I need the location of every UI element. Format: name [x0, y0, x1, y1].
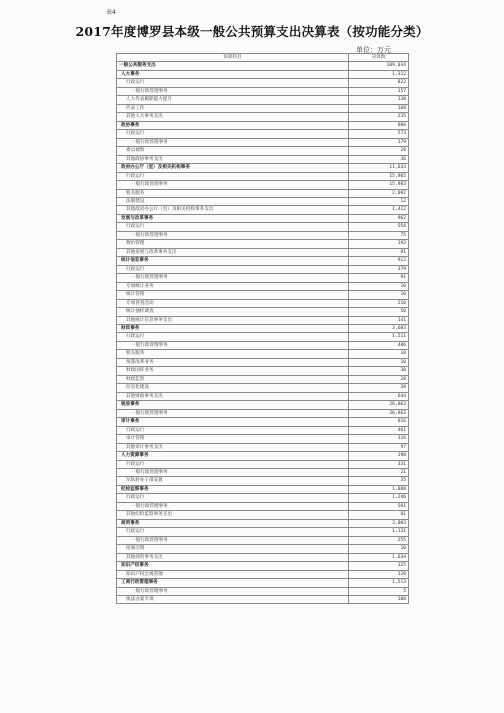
- row-subject: 其他统计信息事务支出: [117, 316, 349, 324]
- row-subject: 行政运行: [117, 172, 349, 180]
- table-row: [117, 418, 409, 426]
- row-subject: 人力资源事务: [117, 452, 349, 460]
- row-subject: 一般行政管理事务: [117, 341, 349, 349]
- row-subject: 委员视察: [117, 147, 349, 155]
- row-subject: 一般行政管理事务: [117, 138, 349, 146]
- row-subject: 一般行政管理事务: [117, 536, 349, 544]
- row-subject: 法制建设: [117, 197, 349, 205]
- row-subject: 其他政府办公厅（室）及相关机构事务支出: [117, 206, 349, 214]
- row-amount: 15,965: [349, 172, 409, 180]
- row-subject: 统计抽样调查: [117, 308, 349, 316]
- row-amount: 21: [349, 468, 409, 476]
- table-row: [117, 164, 409, 172]
- table-row: [117, 350, 409, 358]
- table-row: [117, 155, 409, 163]
- table-header-row: [117, 54, 409, 62]
- table-row: [117, 460, 409, 468]
- row-subject: 财政监察: [117, 375, 349, 383]
- table-row: [117, 181, 409, 189]
- row-amount: 81: [349, 511, 409, 519]
- table-row: [117, 587, 409, 595]
- row-amount: 255: [349, 536, 409, 544]
- row-amount: 26,863: [349, 401, 409, 409]
- table-row: [117, 477, 409, 485]
- row-amount: 28: [349, 147, 409, 155]
- table-row: [117, 248, 409, 256]
- row-amount: 331: [349, 460, 409, 468]
- row-subject: 税收事务: [117, 401, 349, 409]
- table-row: [117, 62, 409, 70]
- row-amount: 210: [349, 299, 409, 307]
- row-amount: 379: [349, 265, 409, 273]
- row-amount: 141: [349, 316, 409, 324]
- row-subject: 发展与改革事务: [117, 214, 349, 222]
- table-row: [117, 384, 409, 392]
- table-row: [117, 511, 409, 519]
- table-row: [117, 87, 409, 95]
- row-amount: 91: [349, 274, 409, 282]
- row-amount: 1,246: [349, 494, 409, 502]
- row-subject: 其他政协事务支出: [117, 155, 349, 163]
- row-subject: 代表工作: [117, 104, 349, 112]
- table-row: [117, 231, 409, 239]
- row-amount: 120: [349, 570, 409, 578]
- table-row: [117, 570, 409, 578]
- table-row: [117, 409, 409, 417]
- table-row: [117, 206, 409, 214]
- row-subject: 专项统计业务: [117, 282, 349, 290]
- row-amount: 486: [349, 341, 409, 349]
- row-amount: 644: [349, 392, 409, 400]
- row-subject: 审计管理: [117, 435, 349, 443]
- table-row: [117, 147, 409, 155]
- row-amount: 28: [349, 375, 409, 383]
- row-amount: 316: [349, 435, 409, 443]
- row-subject: 一般行政管理事务: [117, 181, 349, 189]
- row-amount: 130: [349, 96, 409, 104]
- row-amount: 50: [349, 308, 409, 316]
- row-subject: 行政运行: [117, 130, 349, 138]
- row-amount: 3,683: [349, 325, 409, 333]
- row-amount: 573: [349, 130, 409, 138]
- table-row: [117, 426, 409, 434]
- table-row: [117, 214, 409, 222]
- row-amount: 5: [349, 587, 409, 595]
- row-subject: 知识产权宏观管理: [117, 570, 349, 578]
- row-subject: 其他审计事务支出: [117, 443, 349, 451]
- row-amount: 561: [349, 502, 409, 510]
- table-row: [117, 443, 409, 451]
- row-subject: 审计事务: [117, 418, 349, 426]
- budget-table: [116, 53, 409, 604]
- row-subject: 一般行政管理事务: [117, 587, 349, 595]
- row-amount: 10: [349, 350, 409, 358]
- table-row: [117, 536, 409, 544]
- row-subject: 商贸事务: [117, 519, 349, 527]
- row-amount: 912: [349, 257, 409, 265]
- row-subject: 执法办案专项: [117, 596, 349, 604]
- table-row: [117, 452, 409, 460]
- row-amount: 100: [349, 596, 409, 604]
- row-amount: 390: [349, 452, 409, 460]
- table-row: [117, 325, 409, 333]
- table-row: [117, 545, 409, 553]
- row-subject: 行政运行: [117, 426, 349, 434]
- table-row: [117, 392, 409, 400]
- row-amount: 179: [349, 138, 409, 146]
- row-amount: 38: [349, 384, 409, 392]
- row-subject: 政府办公厅（室）及相关机构事务: [117, 164, 349, 172]
- unit-label: 单位：万元: [356, 46, 391, 54]
- row-amount: 1,513: [349, 579, 409, 587]
- row-subject: 军队转业干部安置: [117, 477, 349, 485]
- table-row: [117, 70, 409, 78]
- row-amount: 235: [349, 113, 409, 121]
- row-subject: 财政国库业务: [117, 367, 349, 375]
- row-amount: 125: [349, 562, 409, 570]
- table-row: [117, 468, 409, 476]
- row-amount: 962: [349, 214, 409, 222]
- row-subject: 其他纪检监察事务支出: [117, 511, 349, 519]
- row-amount: 11,633: [349, 164, 409, 172]
- row-subject: 工商行政管理事务: [117, 579, 349, 587]
- table-row: [117, 401, 409, 409]
- row-amount: 1,422: [349, 206, 409, 214]
- table-row: [117, 502, 409, 510]
- table-row: [117, 485, 409, 493]
- row-amount: 75: [349, 231, 409, 239]
- table-row: [117, 291, 409, 299]
- table-row: [117, 333, 409, 341]
- row-subject: 信息化建设: [117, 384, 349, 392]
- row-amount: 10: [349, 358, 409, 366]
- table-row: [117, 79, 409, 87]
- row-subject: 一般行政管理事务: [117, 87, 349, 95]
- table-row: [117, 553, 409, 561]
- row-amount: 554: [349, 223, 409, 231]
- table-row: [117, 308, 409, 316]
- row-amount: 2,092: [349, 189, 409, 197]
- row-subject: 一般行政管理事务: [117, 502, 349, 510]
- page-title: 2017年度博罗县本级一般公共预算支出决算表（按功能分类）: [75, 24, 429, 39]
- row-subject: 专项普查活动: [117, 299, 349, 307]
- row-amount: 81: [349, 248, 409, 256]
- table-body: [117, 62, 409, 604]
- row-amount: 109,034: [349, 62, 409, 70]
- row-subject: 招商引资: [117, 545, 349, 553]
- table-row: [117, 367, 409, 375]
- row-amount: 1,312: [349, 70, 409, 78]
- row-subject: 其他财政事务支出: [117, 392, 349, 400]
- table-row: [117, 562, 409, 570]
- row-amount: 10: [349, 282, 409, 290]
- table-number-tag: 表4: [106, 9, 116, 16]
- table-row: [117, 223, 409, 231]
- row-subject: 统计管理: [117, 291, 349, 299]
- row-amount: 806: [349, 121, 409, 129]
- table-row: [117, 435, 409, 443]
- row-subject: 行政运行: [117, 223, 349, 231]
- table-row: [117, 299, 409, 307]
- row-amount: 35: [349, 477, 409, 485]
- table-row: [117, 172, 409, 180]
- table-row: [117, 579, 409, 587]
- row-amount: 157: [349, 87, 409, 95]
- table-row: [117, 96, 409, 104]
- row-subject: 其他发展与改革事务支出: [117, 248, 349, 256]
- row-subject: 行政运行: [117, 494, 349, 502]
- row-subject: 人大代表履职能力提升: [117, 96, 349, 104]
- table-row: [117, 494, 409, 502]
- table-row: [117, 358, 409, 366]
- table-row: [117, 197, 409, 205]
- row-subject: 知识产权事务: [117, 562, 349, 570]
- table-row: [117, 265, 409, 273]
- row-subject: 一般公共服务支出: [117, 62, 349, 70]
- row-subject: 行政运行: [117, 333, 349, 341]
- row-amount: 168: [349, 104, 409, 112]
- row-amount: 30: [349, 367, 409, 375]
- row-subject: 行政运行: [117, 528, 349, 536]
- row-subject: 其他人大事务支出: [117, 113, 349, 121]
- table-row: [117, 113, 409, 121]
- row-subject: 行政运行: [117, 265, 349, 273]
- row-subject: 机关服务: [117, 189, 349, 197]
- row-subject: 人大事务: [117, 70, 349, 78]
- row-amount: 822: [349, 79, 409, 87]
- row-amount: 3,003: [349, 519, 409, 527]
- row-amount: 1,634: [349, 553, 409, 561]
- table-row: [117, 341, 409, 349]
- row-amount: 26,863: [349, 409, 409, 417]
- table-row: [117, 138, 409, 146]
- column-header-amount: 决算数: [349, 54, 409, 62]
- row-amount: 36: [349, 155, 409, 163]
- row-subject: 预算改革业务: [117, 358, 349, 366]
- row-subject: 机关服务: [117, 350, 349, 358]
- row-amount: 816: [349, 418, 409, 426]
- column-header-subject: 预算科目: [117, 54, 349, 62]
- row-amount: 12: [349, 197, 409, 205]
- row-subject: 行政运行: [117, 460, 349, 468]
- table-row: [117, 121, 409, 129]
- row-subject: 一般行政管理事务: [117, 274, 349, 282]
- row-subject: 其他商贸事务支出: [117, 553, 349, 561]
- table-row: [117, 240, 409, 248]
- row-subject: 财政事务: [117, 325, 349, 333]
- table-row: [117, 104, 409, 112]
- table-row: [117, 189, 409, 197]
- table-row: [117, 596, 409, 604]
- row-subject: 统计信息事务: [117, 257, 349, 265]
- table-row: [117, 519, 409, 527]
- row-subject: 纪检监察事务: [117, 485, 349, 493]
- table-row: [117, 316, 409, 324]
- row-amount: 97: [349, 443, 409, 451]
- table-row: [117, 130, 409, 138]
- row-amount: 1,888: [349, 485, 409, 493]
- row-subject: 一般行政管理事务: [117, 231, 349, 239]
- table-row: [117, 274, 409, 282]
- row-subject: 物价管理: [117, 240, 349, 248]
- row-amount: 15,983: [349, 181, 409, 189]
- row-subject: 政协事务: [117, 121, 349, 129]
- row-subject: 一般行政管理事务: [117, 468, 349, 476]
- table-row: [117, 375, 409, 383]
- row-subject: 行政运行: [117, 79, 349, 87]
- row-amount: 461: [349, 426, 409, 434]
- row-amount: 10: [349, 291, 409, 299]
- row-amount: 10: [349, 545, 409, 553]
- table-row: [117, 257, 409, 265]
- row-amount: 192: [349, 240, 409, 248]
- row-amount: 1,511: [349, 333, 409, 341]
- table-row: [117, 282, 409, 290]
- row-amount: 1,131: [349, 528, 409, 536]
- row-subject: 一般行政管理事务: [117, 409, 349, 417]
- table-row: [117, 528, 409, 536]
